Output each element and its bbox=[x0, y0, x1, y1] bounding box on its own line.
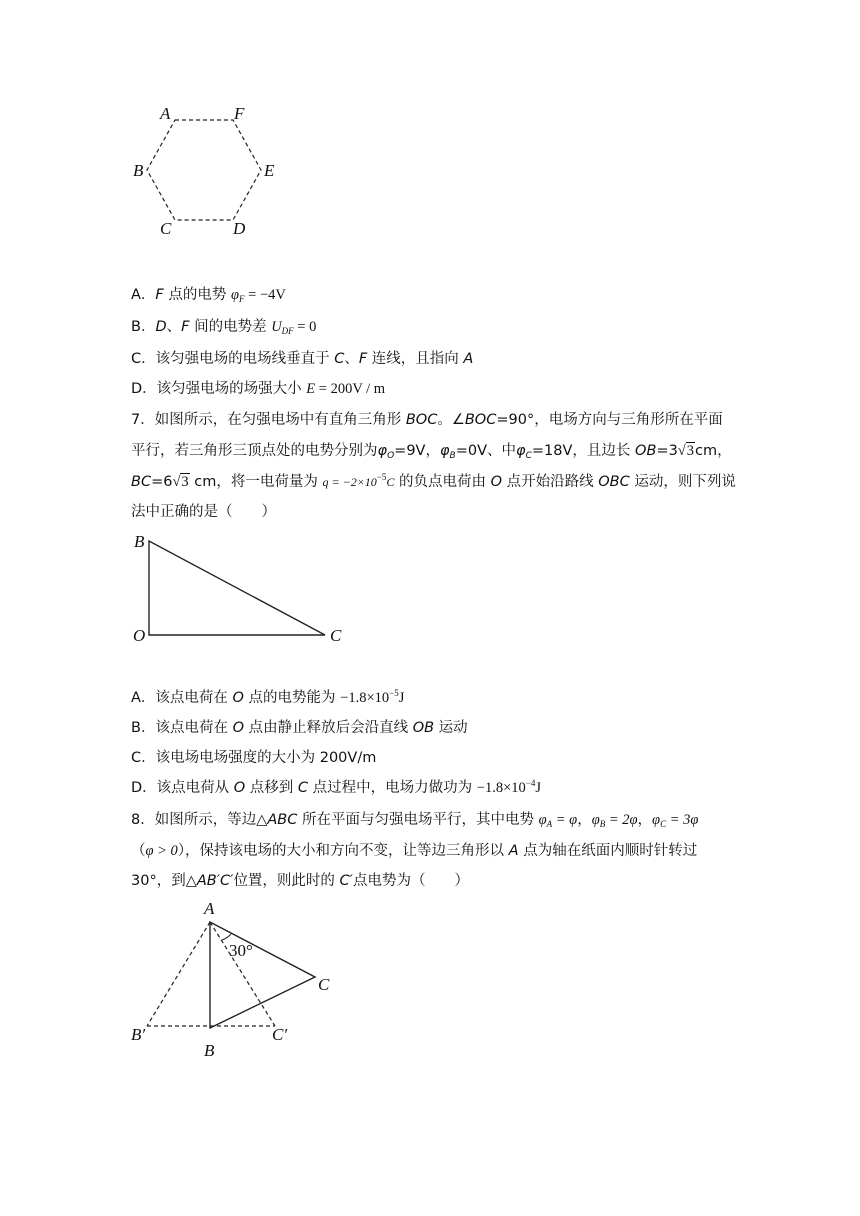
option-var: C bbox=[297, 780, 309, 796]
option-letter: C． bbox=[131, 351, 156, 367]
math-unit: C bbox=[386, 475, 395, 489]
math-expr: = 2φ bbox=[605, 812, 638, 828]
stem-text: 如图所示，在匀强电场中有直角三角形 bbox=[154, 412, 406, 428]
q7-option-a bbox=[131, 686, 404, 707]
question-number: 7． bbox=[131, 412, 155, 428]
stem-text: 的负点电荷由 bbox=[394, 474, 491, 490]
tri-label-b: B bbox=[134, 532, 145, 551]
stem-text: =6 bbox=[151, 474, 173, 490]
stem-text: =9V， bbox=[394, 443, 440, 459]
hex-label-e: E bbox=[264, 161, 275, 180]
math-symbol: φ bbox=[516, 443, 526, 459]
rot-label-a: A bbox=[204, 899, 215, 918]
math-symbol: φ bbox=[439, 443, 450, 459]
q7-stem-line2: 平行，若三角形三顶点处的电势分别为$\varphi_O=9V$，$\varphi_B=0V$、中$\varphi_C=18V$，且边长 OB=3√3cm， bbox=[131, 443, 732, 461]
q7-stem-line3: BC=6√3 cm，将一电荷量为 $q = -2\times 10^{-5}C$ 的负点电荷由 O 点开始沿路线 OBC 运动，则下列说 bbox=[131, 472, 736, 490]
rot-label-c-prime: C′ bbox=[272, 1025, 288, 1044]
q6-option-d bbox=[131, 377, 385, 398]
option-var: O bbox=[233, 780, 246, 796]
stem-text: 点电势为（ ） bbox=[352, 873, 469, 889]
q7-option-b bbox=[131, 716, 468, 737]
option-text: 点的电势 bbox=[163, 287, 231, 303]
option-text: 间的电势差 bbox=[189, 319, 272, 335]
stem-var: C′ bbox=[339, 873, 353, 889]
option-text: 连线，且指向 bbox=[367, 351, 464, 367]
stem-text: 30°，到△ bbox=[131, 873, 197, 889]
option-letter: D． bbox=[131, 381, 157, 397]
rot-label-c: C bbox=[318, 975, 330, 994]
q8-stem-line2 bbox=[131, 839, 697, 860]
option-var: C bbox=[334, 351, 345, 367]
math-expr: q = −2×10 bbox=[322, 475, 377, 489]
math-subscript: DF bbox=[281, 326, 294, 336]
radicand: 3 bbox=[181, 474, 189, 490]
option-text: 该匀强电场的场强大小 bbox=[156, 381, 307, 397]
math-unit: J bbox=[398, 690, 405, 706]
radicand: 3 bbox=[686, 443, 695, 459]
stem-var: OBC bbox=[598, 474, 630, 490]
rot-label-b-prime: B′ bbox=[131, 1025, 146, 1044]
right-triangle-figure bbox=[0, 525, 860, 655]
option-letter: A． bbox=[131, 690, 156, 706]
math-subscript: C bbox=[660, 819, 667, 829]
stem-var: OB bbox=[635, 443, 657, 459]
math-expr: = 0 bbox=[293, 319, 317, 335]
option-letter: A． bbox=[131, 287, 156, 303]
stem-var: BC bbox=[131, 474, 152, 490]
option-text: 该点电荷在 bbox=[155, 720, 233, 736]
math-symbol: φ bbox=[591, 812, 600, 828]
rotated-triangle-figure bbox=[0, 890, 860, 1070]
hex-label-d: D bbox=[233, 219, 246, 238]
stem-text: 点为轴在纸面内顺时针转过 bbox=[518, 843, 698, 859]
stem-text: 。∠ bbox=[437, 412, 465, 428]
stem-text: 法中正确的是（ ） bbox=[131, 504, 276, 520]
hex-label-f: F bbox=[234, 104, 245, 123]
q8-stem-line1: 8．如图所示，等边△ABC 所在平面与匀强电场平行，其中电势 $\varphi_A = \varphi$，$\varphi_B = 2\varphi$，$\varphi_C = 3\varphi$ bbox=[131, 812, 699, 829]
option-var: O bbox=[232, 690, 244, 706]
math-symbol: U bbox=[271, 319, 282, 335]
option-var: OB bbox=[412, 720, 435, 736]
stem-text: =0V、中 bbox=[455, 443, 517, 459]
math-expr: −1.8×10 bbox=[476, 780, 526, 796]
math-exponent: −5 bbox=[389, 688, 399, 698]
math-expr: −1.8×10 bbox=[340, 690, 390, 706]
option-text: 运动 bbox=[434, 720, 468, 736]
hex-label-a: A bbox=[160, 104, 171, 123]
option-text: 、 bbox=[166, 319, 182, 335]
option-text: 点的电势能为 bbox=[243, 690, 341, 706]
hex-label-b: B bbox=[133, 161, 144, 180]
option-letter: D． bbox=[131, 780, 157, 796]
math-expr: = 3φ bbox=[666, 812, 699, 828]
stem-text: 位置，则此时的 bbox=[233, 873, 340, 889]
option-var: F bbox=[181, 319, 190, 335]
option-var: O bbox=[232, 720, 244, 736]
stem-var: O bbox=[490, 474, 503, 490]
hexagon-figure bbox=[0, 0, 860, 250]
option-var: F bbox=[358, 351, 368, 367]
math-exponent: −5 bbox=[376, 472, 387, 482]
option-letter: C． bbox=[131, 750, 156, 766]
math-symbol: φ bbox=[377, 443, 388, 459]
tri-label-o: O bbox=[133, 626, 146, 645]
math-subscript: B bbox=[449, 451, 456, 461]
option-text: 该电场电场强度的大小为 200V/m bbox=[155, 750, 377, 766]
math-subscript: B bbox=[599, 819, 606, 829]
q7-stem-line1 bbox=[131, 408, 723, 429]
angle-label: 30° bbox=[229, 941, 253, 960]
stem-var: ABC bbox=[267, 812, 298, 828]
math-symbol: E bbox=[306, 381, 316, 397]
stem-var: A bbox=[508, 843, 519, 859]
option-var: A bbox=[463, 351, 474, 367]
option-letter: B． bbox=[131, 319, 156, 335]
math-subscript: F bbox=[239, 294, 245, 304]
stem-text: =3 bbox=[656, 443, 678, 459]
math-expr: = 200V / m bbox=[315, 381, 386, 397]
math-expr: φ > 0 bbox=[145, 843, 178, 859]
math-subscript: O bbox=[387, 451, 395, 461]
q8-stem-line3 bbox=[131, 869, 469, 890]
option-text: 该点电荷从 bbox=[156, 780, 234, 796]
stem-text: （ bbox=[131, 843, 146, 859]
tri-label-c: C bbox=[330, 626, 342, 645]
math-expr: = −4V bbox=[244, 287, 286, 303]
stem-text: =18V，且边长 bbox=[531, 443, 636, 459]
math-subscript: A bbox=[546, 819, 553, 829]
option-text: 、 bbox=[344, 351, 359, 367]
stem-text: 点开始沿路线 bbox=[502, 474, 599, 490]
stem-text: 如图所示，等边△ bbox=[154, 812, 268, 828]
q6-option-c bbox=[131, 347, 473, 368]
q6-option-b bbox=[131, 315, 316, 336]
option-letter: B． bbox=[131, 720, 156, 736]
math-unit: J bbox=[535, 780, 541, 796]
option-var: F bbox=[155, 287, 164, 303]
math-subscript: C bbox=[525, 451, 532, 461]
option-text: 该点电荷在 bbox=[155, 690, 233, 706]
math-expr: = φ bbox=[552, 812, 578, 828]
math-symbol: φ bbox=[230, 287, 240, 303]
stem-var: BOC bbox=[405, 412, 438, 428]
math-symbol: φ bbox=[538, 812, 547, 828]
math-symbol: φ bbox=[652, 812, 661, 828]
stem-var: BOC bbox=[464, 412, 497, 428]
q6-option-a bbox=[131, 283, 286, 304]
option-text: 点移到 bbox=[245, 780, 298, 796]
stem-text: cm，将一电荷量为 bbox=[189, 474, 323, 490]
rot-label-b: B bbox=[204, 1041, 215, 1060]
q7-option-c bbox=[131, 746, 376, 767]
hex-label-c: C bbox=[160, 219, 172, 238]
stem-text: cm， bbox=[695, 443, 732, 459]
math-exponent: −4 bbox=[525, 778, 536, 788]
q7-stem-line4 bbox=[131, 500, 276, 521]
stem-text: 运动，则下列说 bbox=[629, 474, 736, 490]
stem-text: =90°，电场方向与三角形所在平面 bbox=[496, 412, 723, 428]
q7-option-d bbox=[131, 776, 541, 797]
option-var: D bbox=[155, 319, 167, 335]
option-text: 该匀强电场的电场线垂直于 bbox=[155, 351, 335, 367]
stem-text: 所在平面与匀强电场平行，其中电势 bbox=[297, 812, 539, 828]
question-number: 8． bbox=[131, 812, 155, 828]
option-text: 点由静止释放后会沿直线 bbox=[243, 720, 413, 736]
option-text: 点过程中，电场力做功为 bbox=[308, 780, 477, 796]
stem-text: ），保持该电场的大小和方向不变，让等边三角形以 bbox=[177, 843, 509, 859]
stem-var: AB′C′ bbox=[196, 873, 234, 889]
stem-text: 平行，若三角形三顶点处的电势分别为 bbox=[131, 443, 378, 459]
